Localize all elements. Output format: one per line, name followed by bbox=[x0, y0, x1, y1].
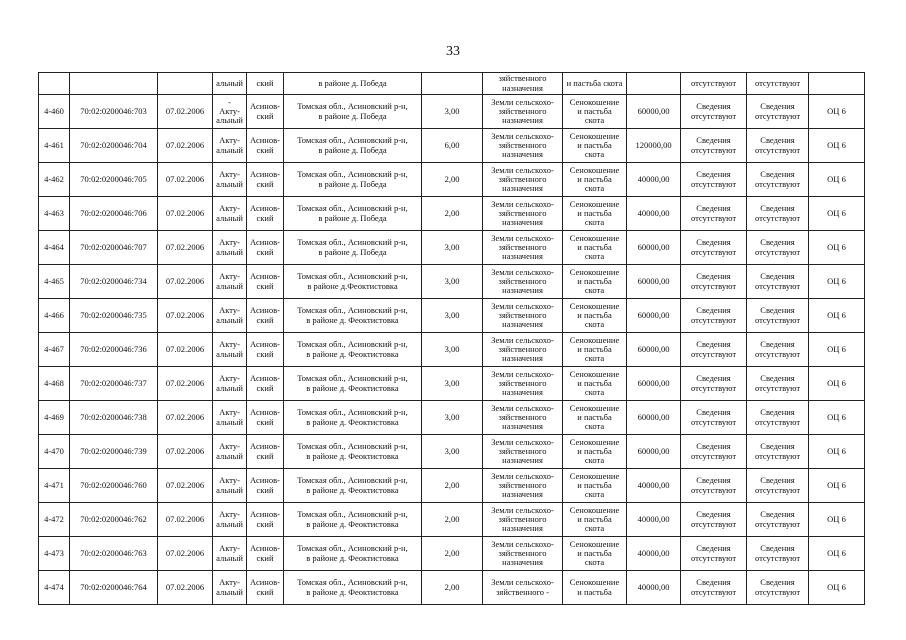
rights-cell: Сведения отсутствуют bbox=[681, 469, 747, 503]
table-row bbox=[39, 231, 865, 265]
registration-date: 07.02.2006 bbox=[158, 469, 213, 503]
address-cell: Томская обл., Асиновский р-н, в районе д. Победа bbox=[284, 197, 422, 231]
registration-date: 07.02.2006 bbox=[158, 367, 213, 401]
table-cell: и пастьба скота bbox=[563, 73, 627, 95]
code-cell: ОЦ 6 bbox=[809, 537, 865, 571]
cadastral-value-cell: 60000,00 bbox=[627, 299, 681, 333]
registration-date: 07.02.2006 bbox=[158, 401, 213, 435]
table-row bbox=[39, 299, 865, 333]
encumbrances-cell: Сведения отсутствуют bbox=[747, 265, 809, 299]
code-cell: ОЦ 6 bbox=[809, 367, 865, 401]
registration-date: 07.02.2006 bbox=[158, 435, 213, 469]
land-category-cell: Земли сельскохо- зяйственного назначения bbox=[483, 333, 563, 367]
rights-cell: Сведения отсутствуют bbox=[681, 197, 747, 231]
table-cell bbox=[70, 73, 158, 95]
status-cell: Акту- альный bbox=[213, 197, 247, 231]
code-cell: ОЦ 6 bbox=[809, 435, 865, 469]
registration-date: 07.02.2006 bbox=[158, 95, 213, 129]
encumbrances-cell: Сведения отсутствуют bbox=[747, 299, 809, 333]
land-category-cell: Земли сельскохо- зяйственного назначения bbox=[483, 231, 563, 265]
address-cell: Томская обл., Асиновский р-н, в районе д. Феоктистовка bbox=[284, 299, 422, 333]
table-row bbox=[39, 571, 865, 605]
land-category-cell: Земли сельскохо- зяйственного назначения bbox=[483, 503, 563, 537]
district-cell: Асинов- ский bbox=[247, 469, 284, 503]
address-cell: Томская обл., Асиновский р-н, в районе д. Победа bbox=[284, 129, 422, 163]
permitted-use-cell: Сенокошение и пастьба скота bbox=[563, 95, 627, 129]
land-category-cell: Земли сельскохо- зяйственного назначения bbox=[483, 469, 563, 503]
table-cell bbox=[422, 73, 483, 95]
encumbrances-cell: Сведения отсутствуют bbox=[747, 367, 809, 401]
permitted-use-cell: Сенокошение и пастьба скота bbox=[563, 367, 627, 401]
row-number: 4-471 bbox=[39, 469, 70, 503]
table-cell: зяйственного назначения bbox=[483, 73, 563, 95]
area-cell: 3,00 bbox=[422, 401, 483, 435]
land-category-cell: Земли сельскохо- зяйственного назначения bbox=[483, 401, 563, 435]
registration-date: 07.02.2006 bbox=[158, 163, 213, 197]
cadastral-value-cell: 60000,00 bbox=[627, 435, 681, 469]
cadastral-value-cell: 40000,00 bbox=[627, 469, 681, 503]
code-cell: ОЦ 6 bbox=[809, 333, 865, 367]
area-cell: 6,00 bbox=[422, 129, 483, 163]
address-cell: Томская обл., Асиновский р-н, в районе д. Феоктистовка bbox=[284, 401, 422, 435]
table-row bbox=[39, 197, 865, 231]
address-cell: Томская обл., Асиновский р-н, в районе д. Победа bbox=[284, 231, 422, 265]
table-row bbox=[39, 367, 865, 401]
cadastral-number: 70:02:0200046:706 bbox=[70, 197, 158, 231]
table-row bbox=[39, 469, 865, 503]
table-cell: ский bbox=[247, 73, 284, 95]
cadastral-number: 70:02:0200046:737 bbox=[70, 367, 158, 401]
area-cell: 2,00 bbox=[422, 537, 483, 571]
area-cell: 3,00 bbox=[422, 231, 483, 265]
row-number: 4-472 bbox=[39, 503, 70, 537]
registration-date: 07.02.2006 bbox=[158, 503, 213, 537]
district-cell: Асинов- ский bbox=[247, 537, 284, 571]
cadastral-number: 70:02:0200046:736 bbox=[70, 333, 158, 367]
permitted-use-cell: Сенокошение и пастьба скота bbox=[563, 537, 627, 571]
address-cell: Томская обл., Асиновский р-н, в районе д. Победа bbox=[284, 163, 422, 197]
area-cell: 3,00 bbox=[422, 95, 483, 129]
table-row bbox=[39, 401, 865, 435]
area-cell: 2,00 bbox=[422, 571, 483, 605]
district-cell: Асинов- ский bbox=[247, 299, 284, 333]
district-cell: Асинов- ский bbox=[247, 367, 284, 401]
status-cell: Акту- альный bbox=[213, 299, 247, 333]
land-category-cell: Земли сельскохо- зяйственного назначения bbox=[483, 197, 563, 231]
area-cell: 2,00 bbox=[422, 469, 483, 503]
permitted-use-cell: Сенокошение и пастьба скота bbox=[563, 265, 627, 299]
code-cell: ОЦ 6 bbox=[809, 231, 865, 265]
code-cell: ОЦ 6 bbox=[809, 401, 865, 435]
status-cell: Акту- альный bbox=[213, 503, 247, 537]
encumbrances-cell: Сведения отсутствуют bbox=[747, 95, 809, 129]
address-cell: Томская обл., Асиновский р-н, в районе д. Победа bbox=[284, 95, 422, 129]
encumbrances-cell: Сведения отсутствуют bbox=[747, 129, 809, 163]
address-cell: Томская обл., Асиновский р-н, в районе д. Феоктистовка bbox=[284, 571, 422, 605]
district-cell: Асинов- ский bbox=[247, 571, 284, 605]
cadastral-number: 70:02:0200046:734 bbox=[70, 265, 158, 299]
registration-date: 07.02.2006 bbox=[158, 231, 213, 265]
cadastral-number: 70:02:0200046:762 bbox=[70, 503, 158, 537]
cadastral-value-cell: 60000,00 bbox=[627, 265, 681, 299]
permitted-use-cell: Сенокошение и пастьба скота bbox=[563, 401, 627, 435]
rights-cell: Сведения отсутствуют bbox=[681, 231, 747, 265]
district-cell: Асинов- ский bbox=[247, 129, 284, 163]
row-number: 4-467 bbox=[39, 333, 70, 367]
table-row bbox=[39, 537, 865, 571]
status-cell: Акту- альный bbox=[213, 401, 247, 435]
code-cell: ОЦ 6 bbox=[809, 265, 865, 299]
table-cell bbox=[809, 73, 865, 95]
district-cell: Асинов- ский bbox=[247, 95, 284, 129]
registration-date: 07.02.2006 bbox=[158, 265, 213, 299]
cadastral-number: 70:02:0200046:764 bbox=[70, 571, 158, 605]
table-cell: отсутствуют bbox=[747, 73, 809, 95]
cadastral-value-cell: 60000,00 bbox=[627, 231, 681, 265]
registration-date: 07.02.2006 bbox=[158, 537, 213, 571]
row-number: 4-460 bbox=[39, 95, 70, 129]
row-number: 4-470 bbox=[39, 435, 70, 469]
page-number: 33 bbox=[446, 44, 460, 59]
status-cell: Акту- альный bbox=[213, 469, 247, 503]
address-cell: Томская обл., Асиновский р-н, в районе д. Феоктистовка bbox=[284, 503, 422, 537]
district-cell: Асинов- ский bbox=[247, 435, 284, 469]
rights-cell: Сведения отсутствуют bbox=[681, 129, 747, 163]
cadastral-number: 70:02:0200046:705 bbox=[70, 163, 158, 197]
cadastral-number: 70:02:0200046:735 bbox=[70, 299, 158, 333]
encumbrances-cell: Сведения отсутствуют bbox=[747, 401, 809, 435]
status-cell: Акту- альный bbox=[213, 265, 247, 299]
encumbrances-cell: Сведения отсутствуют bbox=[747, 435, 809, 469]
code-cell: ОЦ 6 bbox=[809, 163, 865, 197]
district-cell: Асинов- ский bbox=[247, 231, 284, 265]
permitted-use-cell: Сенокошение и пастьба скота bbox=[563, 299, 627, 333]
permitted-use-cell: Сенокошение и пастьба скота bbox=[563, 435, 627, 469]
encumbrances-cell: Сведения отсутствуют bbox=[747, 333, 809, 367]
code-cell: ОЦ 6 bbox=[809, 503, 865, 537]
status-cell: Акту- альный bbox=[213, 129, 247, 163]
permitted-use-cell: Сенокошение и пастьба bbox=[563, 571, 627, 605]
encumbrances-cell: Сведения отсутствуют bbox=[747, 231, 809, 265]
registration-date: 07.02.2006 bbox=[158, 333, 213, 367]
encumbrances-cell: Сведения отсутствуют bbox=[747, 571, 809, 605]
district-cell: Асинов- ский bbox=[247, 401, 284, 435]
status-cell: - Акту- альный bbox=[213, 95, 247, 129]
rights-cell: Сведения отсутствуют bbox=[681, 435, 747, 469]
continued-row bbox=[39, 73, 865, 95]
cadastral-number: 70:02:0200046:763 bbox=[70, 537, 158, 571]
status-cell: Акту- альный bbox=[213, 333, 247, 367]
row-number: 4-469 bbox=[39, 401, 70, 435]
rights-cell: Сведения отсутствуют bbox=[681, 163, 747, 197]
row-number: 4-461 bbox=[39, 129, 70, 163]
permitted-use-cell: Сенокошение и пастьба скота bbox=[563, 163, 627, 197]
table-row bbox=[39, 129, 865, 163]
cadastral-value-cell: 120000,00 bbox=[627, 129, 681, 163]
status-cell: Акту- альный bbox=[213, 367, 247, 401]
registration-date: 07.02.2006 bbox=[158, 197, 213, 231]
table-row bbox=[39, 163, 865, 197]
rights-cell: Сведения отсутствуют bbox=[681, 265, 747, 299]
table-row bbox=[39, 333, 865, 367]
permitted-use-cell: Сенокошение и пастьба скота bbox=[563, 129, 627, 163]
row-number: 4-463 bbox=[39, 197, 70, 231]
cadastral-value-cell: 40000,00 bbox=[627, 503, 681, 537]
rights-cell: Сведения отсутствуют bbox=[681, 571, 747, 605]
permitted-use-cell: Сенокошение и пастьба скота bbox=[563, 197, 627, 231]
code-cell: ОЦ 6 bbox=[809, 469, 865, 503]
table-row bbox=[39, 95, 865, 129]
encumbrances-cell: Сведения отсутствуют bbox=[747, 469, 809, 503]
registration-date: 07.02.2006 bbox=[158, 129, 213, 163]
land-category-cell: Земли сельскохо- зяйственного назначения bbox=[483, 265, 563, 299]
address-cell: Томская обл., Асиновский р-н, в районе д. Феоктистовка bbox=[284, 435, 422, 469]
address-cell: Томская обл., Асиновский р-н, в районе д.Феоктистовка bbox=[284, 265, 422, 299]
rights-cell: Сведения отсутствуют bbox=[681, 367, 747, 401]
district-cell: Асинов- ский bbox=[247, 197, 284, 231]
cadastral-number: 70:02:0200046:739 bbox=[70, 435, 158, 469]
code-cell: ОЦ 6 bbox=[809, 299, 865, 333]
encumbrances-cell: Сведения отсутствуют bbox=[747, 537, 809, 571]
cadastral-value-cell: 40000,00 bbox=[627, 197, 681, 231]
row-number: 4-466 bbox=[39, 299, 70, 333]
district-cell: Асинов- ский bbox=[247, 503, 284, 537]
area-cell: 3,00 bbox=[422, 367, 483, 401]
land-category-cell: Земли сельскохо- зяйственного назначения bbox=[483, 537, 563, 571]
table-cell: альный bbox=[213, 73, 247, 95]
row-number: 4-462 bbox=[39, 163, 70, 197]
cadastral-value-cell: 60000,00 bbox=[627, 367, 681, 401]
rights-cell: Сведения отсутствуют bbox=[681, 299, 747, 333]
area-cell: 3,00 bbox=[422, 333, 483, 367]
status-cell: Акту- альный bbox=[213, 163, 247, 197]
table-row bbox=[39, 435, 865, 469]
cadastral-value-cell: 60000,00 bbox=[627, 95, 681, 129]
cadastral-number: 70:02:0200046:738 bbox=[70, 401, 158, 435]
land-category-cell: Земли сельскохо- зяйственного назначения bbox=[483, 299, 563, 333]
address-cell: Томская обл., Асиновский р-н, в районе д. Феоктистовка bbox=[284, 367, 422, 401]
cadastral-number: 70:02:0200046:703 bbox=[70, 95, 158, 129]
table-cell: в районе д. Победа bbox=[284, 73, 422, 95]
cadastral-value-cell: 40000,00 bbox=[627, 163, 681, 197]
rights-cell: Сведения отсутствуют bbox=[681, 503, 747, 537]
encumbrances-cell: Сведения отсутствуют bbox=[747, 163, 809, 197]
encumbrances-cell: Сведения отсутствуют bbox=[747, 503, 809, 537]
status-cell: Акту- альный bbox=[213, 571, 247, 605]
area-cell: 3,00 bbox=[422, 265, 483, 299]
address-cell: Томская обл., Асиновский р-н, в районе д. Феоктистовка bbox=[284, 333, 422, 367]
cadastral-value-cell: 60000,00 bbox=[627, 333, 681, 367]
row-number: 4-474 bbox=[39, 571, 70, 605]
address-cell: Томская обл., Асиновский р-н, в районе д. Феоктистовка bbox=[284, 537, 422, 571]
area-cell: 3,00 bbox=[422, 435, 483, 469]
code-cell: ОЦ 6 bbox=[809, 571, 865, 605]
area-cell: 2,00 bbox=[422, 163, 483, 197]
permitted-use-cell: Сенокошение и пастьба скота bbox=[563, 231, 627, 265]
permitted-use-cell: Сенокошение и пастьба скота bbox=[563, 503, 627, 537]
status-cell: Акту- альный bbox=[213, 435, 247, 469]
table-row bbox=[39, 265, 865, 299]
area-cell: 3,00 bbox=[422, 299, 483, 333]
district-cell: Асинов- ский bbox=[247, 163, 284, 197]
cadastral-number: 70:02:0200046:760 bbox=[70, 469, 158, 503]
area-cell: 2,00 bbox=[422, 503, 483, 537]
status-cell: Акту- альный bbox=[213, 231, 247, 265]
cadastral-number: 70:02:0200046:704 bbox=[70, 129, 158, 163]
cadastral-value-cell: 40000,00 bbox=[627, 537, 681, 571]
table-cell bbox=[627, 73, 681, 95]
status-cell: Акту- альный bbox=[213, 537, 247, 571]
area-cell: 2,00 bbox=[422, 197, 483, 231]
registration-date: 07.02.2006 bbox=[158, 299, 213, 333]
rights-cell: Сведения отсутствуют bbox=[681, 333, 747, 367]
rights-cell: Сведения отсутствуют bbox=[681, 95, 747, 129]
rights-cell: Сведения отсутствуют bbox=[681, 401, 747, 435]
land-category-cell: Земли сельскохо- зяйственного назначения bbox=[483, 435, 563, 469]
district-cell: Асинов- ский bbox=[247, 265, 284, 299]
row-number: 4-465 bbox=[39, 265, 70, 299]
permitted-use-cell: Сенокошение и пастьба скота bbox=[563, 469, 627, 503]
land-category-cell: Земли сельскохо- зяйственного назначения bbox=[483, 367, 563, 401]
cadastral-number: 70:02:0200046:707 bbox=[70, 231, 158, 265]
code-cell: ОЦ 6 bbox=[809, 95, 865, 129]
table-cell: отсутствуют bbox=[681, 73, 747, 95]
registry-table bbox=[38, 72, 865, 605]
code-cell: ОЦ 6 bbox=[809, 197, 865, 231]
cadastral-value-cell: 60000,00 bbox=[627, 401, 681, 435]
land-category-cell: Земли сельскохо- зяйственного назначения bbox=[483, 95, 563, 129]
registration-date: 07.02.2006 bbox=[158, 571, 213, 605]
row-number: 4-464 bbox=[39, 231, 70, 265]
encumbrances-cell: Сведения отсутствуют bbox=[747, 197, 809, 231]
table-cell bbox=[39, 73, 70, 95]
rights-cell: Сведения отсутствуют bbox=[681, 537, 747, 571]
address-cell: Томская обл., Асиновский р-н, в районе д. Феоктистовка bbox=[284, 469, 422, 503]
cadastral-value-cell: 40000,00 bbox=[627, 571, 681, 605]
table-row bbox=[39, 503, 865, 537]
land-category-cell: Земли сельскохо- зяйственного назначения bbox=[483, 129, 563, 163]
code-cell: ОЦ 6 bbox=[809, 129, 865, 163]
land-category-cell: Земли сельскохо- зяйственного назначения bbox=[483, 163, 563, 197]
row-number: 4-473 bbox=[39, 537, 70, 571]
land-category-cell: Земли сельскохо- зяйственного - bbox=[483, 571, 563, 605]
district-cell: Асинов- ский bbox=[247, 333, 284, 367]
permitted-use-cell: Сенокошение и пастьба скота bbox=[563, 333, 627, 367]
table-cell bbox=[158, 73, 213, 95]
row-number: 4-468 bbox=[39, 367, 70, 401]
